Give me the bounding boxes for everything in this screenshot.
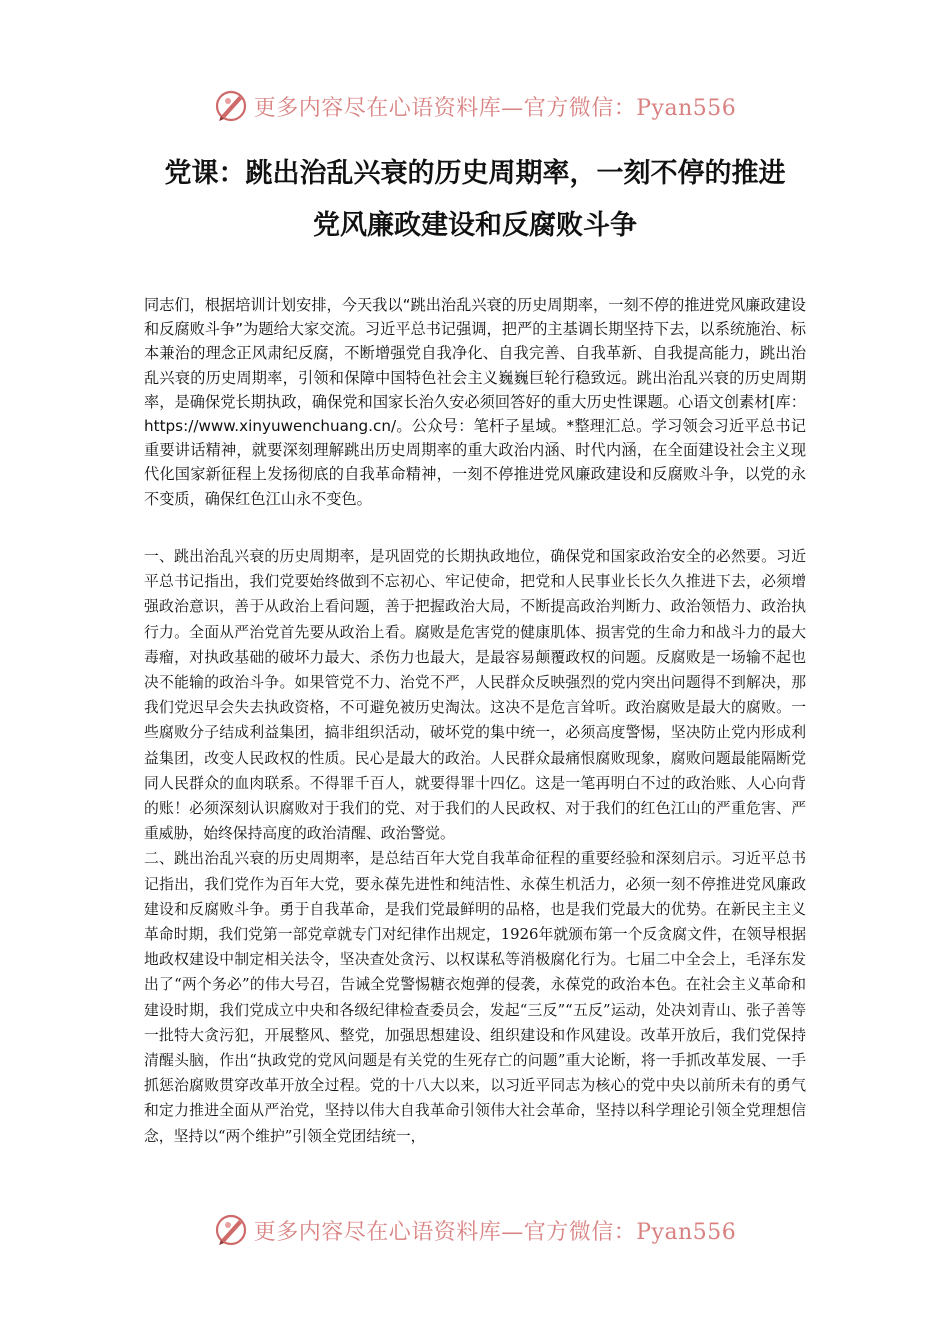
intro-text: 同志们，根据培训计划安排，今天我以“跳出治乱兴衰的历史周期率，一刻不停的推进党风廉政建设和反腐败斗争”为题给大家交流。习近平总书记强调，把严的主基调长期坚持下去，以系统施治、标本兼治的理念正风肃纪反腐，不断增强党自我净化、自我完善、自我革新、自我提高能力，跳出治乱兴衰的历史周期率，引领和保障中国特色社会主义巍巍巨轮行稳致远。跳出治乱兴衰的历史周期率，是确保党长期执政，确保党和国家长治久安必须回答好的重大历史性课题。心语文创素材[库：https://www.xinyuwenchuang.cn/。公众号：笔杆子星域。*整理汇总。学习领会习近平总书记重要讲话精神，就要深刻理解跳出历史周期率的重大政治内涵、时代内涵，在全面建设社会主义现代化国家新征程上发扬彻底的自我革命精神，一刻不停推进党风廉政建设和反腐败斗争，以党的永不变质，确保红色江山永不变色。: [144, 296, 806, 508]
pen-logo-icon: [214, 89, 248, 123]
title-line-1: 党课：跳出治乱兴衰的历史周期率，一刻不停的推进: [164, 158, 786, 189]
footer-banner[interactable]: [0, 1206, 950, 1254]
section-2-paragraph: 二、跳出治乱兴衰的历史周期率，是总结百年大党自我革命征程的重要经验和深刻启示。习近平总书记指出，我们党作为百年大党，要永葆先进性和纯洁性、永葆生机活力，必须一刻不停推进党风廉政建设和反腐败斗争。勇于自我革命，是我们党最鲜明的品格，也是我们党最大的优势。在新民主主义革命时期，我们党第一部党章就专门对纪律作出规定，1926年就颁布第一个反贪腐文件，在领导根据地政权建设中制定相关法令，坚决查处贪污、以权谋私等消极腐化行为。七届二中全会上，毛泽东发出了“两个务必”的伟大号召，告诫全党警惕糖衣炮弹的侵袭，永葆党的政治本色。在社会主义革命和建设时期，我们党成立中央和各级纪律检查委员会，发起“三反”“五反”运动，处决刘青山、张子善等一批特大贪污犯，开展整风、整党，加强思想建设、组织建设和作风建设。改革开放后，我们党保持清醒头脑，作出“执政党的党风问题是有关党的生死存亡的问题”重大论断，将一手抓改革发展、一手抓惩治腐败贯穿改革开放全过程。党的十八大以来，以习近平同志为核心的党中央以前所未有的勇气和定力推进全面从严治党，坚持以伟大自我革命引领伟大社会革命，坚持以科学理论引领全党理想信念，坚持以“两个维护”引领全党团结统一，: [144, 850, 806, 1145]
title-line-2: 党风廉政建设和反腐败斗争: [313, 210, 637, 241]
banner-text: 更多内容尽在心语资料库—官方微信：Pyan556: [253, 1219, 737, 1245]
header-banner[interactable]: [0, 82, 950, 130]
section-1-paragraph: 一、跳出治乱兴衰的历史周期率，是巩固党的长期执政地位，确保党和国家政治安全的必然要。习近平总书记指出，我们党要始终做到不忘初心、牢记使命，把党和人民事业长长久久推进下去，必须增强政治意识，善于从政治上看问题，善于把握政治大局，不断提高政治判断力、政治领悟力、政治执行力。全面从严治党首先要从政治上看。腐败是危害党的健康肌体、损害党的生命力和战斗力的最大毒瘤，对执政基础的破坏力最大、杀伤力也最大，是最容易颠覆政权的问题。反腐败是一场输不起也决不能输的政治斗争。如果管党不力、治党不严，人民群众反映强烈的党内突出问题得不到解决，那我们党迟早会失去执政资格，不可避免被历史淘汰。这决不是危言耸听。政治腐败是最大的腐败。一些腐败分子结成利益集团，搞非组织活动，破坏党的集中统一，必须高度警惕，坚决防止党内形成利益集团，改变人民政权的性质。民心是最大的政治。人民群众最痛恨腐败现象，腐败问题最能隔断党同人民群众的血肉联系。不得罪千百人，就要得罪十四亿。这是一笔再明白不过的政治账、人心向背的账！必须深刻认识腐败对于我们的党、对于我们的人民政权、对于我们的红色江山的严重危害、严重威胁，始终保持高度的政治清醒、政治警觉。: [144, 548, 806, 843]
body-text: [144, 544, 806, 1149]
intro-paragraph: [144, 293, 806, 511]
pen-logo-icon: [214, 1213, 248, 1247]
banner-text: 更多内容尽在心语资料库—官方微信：Pyan556: [253, 95, 737, 121]
page-title: [100, 148, 850, 252]
